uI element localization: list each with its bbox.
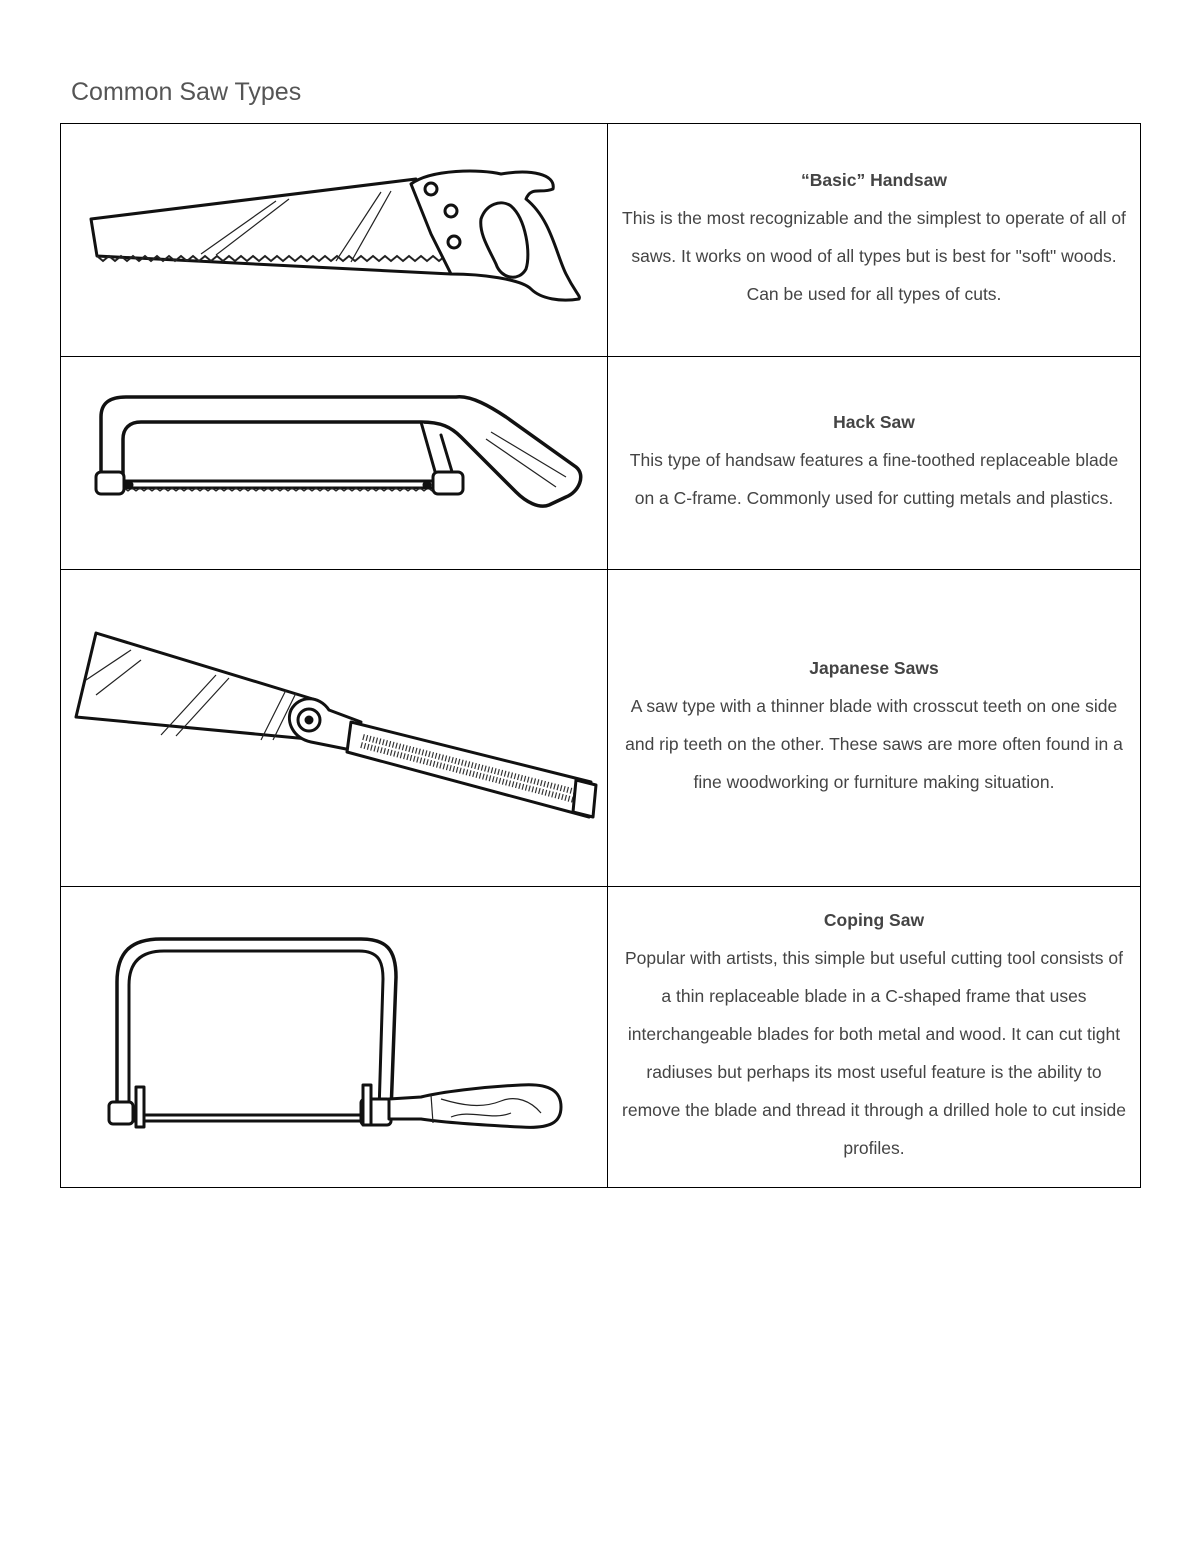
handsaw-illustration <box>61 124 607 356</box>
saw-description: A saw type with a thinner blade with crosscut teeth on one side and rip teeth on the other. These saws are more often found in a fine woodworking or furniture making situation. <box>625 696 1123 792</box>
page-title: Common Saw Types <box>71 78 302 106</box>
japanese-saw-illustration <box>61 570 607 886</box>
description-cell <box>608 887 1141 1188</box>
saw-name: Japanese Saws <box>809 658 939 678</box>
description-cell <box>608 357 1141 570</box>
saw-description: This type of handsaw features a fine-toothed replaceable blade on a C-frame. Commonly used for cutting metals and plastics. <box>629 450 1119 508</box>
table-row <box>61 124 1141 357</box>
image-cell <box>61 570 608 887</box>
image-cell <box>61 357 608 570</box>
saw-name: Hack Saw <box>833 412 915 432</box>
saw-description: This is the most recognizable and the simplest to operate of all of saws. It works on wood of all types but is best for "soft" woods. Can be used for all types of cuts. <box>622 208 1126 304</box>
image-cell <box>61 887 608 1188</box>
table-row <box>61 357 1141 570</box>
saw-name: “Basic” Handsaw <box>801 170 947 190</box>
image-cell <box>61 124 608 357</box>
description-cell <box>608 570 1141 887</box>
table-row <box>61 570 1141 887</box>
coping-saw-illustration <box>61 887 607 1187</box>
table-row <box>61 887 1141 1188</box>
description-cell <box>608 124 1141 357</box>
hacksaw-illustration <box>61 357 607 569</box>
saw-name: Coping Saw <box>823 910 925 930</box>
saw-types-table <box>60 123 1141 1188</box>
saw-description: Popular with artists, this simple but useful cutting tool consists of a thin replaceable blade in a C-shaped frame that uses interchangeable blades for both metal and wood. It can cut tight radiuses but perhaps its most useful feature is the ability to remove the blade and thread it through a drilled hole to cut inside profiles. <box>622 948 1126 1158</box>
